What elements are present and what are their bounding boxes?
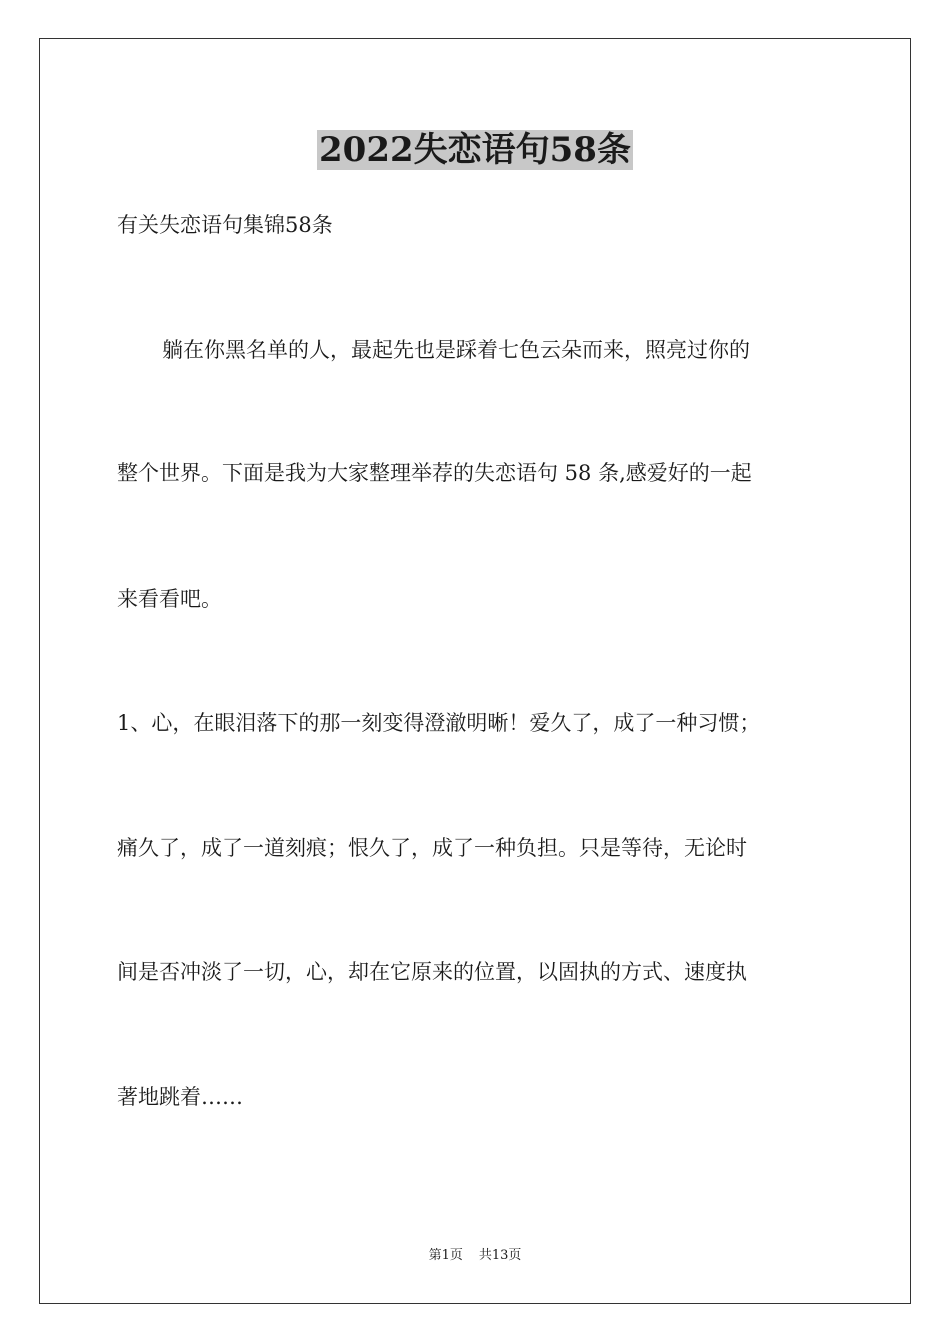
paragraph-line: 1、心，在眼泪落下的那一刻变得澄澈明晰！爱久了，成了一种习惯； bbox=[117, 711, 761, 735]
paragraph-line: 来看看吧。 bbox=[117, 587, 222, 611]
paragraph-line: 整个世界。下面是我为大家整理举荐的失恋语句 58 条,感爱好的一起 bbox=[117, 461, 752, 485]
page-footer bbox=[0, 1247, 950, 1265]
paragraph-line: 痛久了，成了一道刻痕；恨久了，成了一种负担。只是等待，无论时 bbox=[117, 836, 747, 860]
paragraph-line: 著地跳着…… bbox=[117, 1085, 243, 1109]
page-number: 第1页 bbox=[428, 1248, 463, 1263]
document-title-text: 2022失恋语句58条 bbox=[319, 130, 631, 170]
document-title bbox=[0, 128, 950, 172]
paragraph-line: 间是否冲淡了一切，心，却在它原来的位置，以固执的方式、速度执 bbox=[117, 960, 747, 984]
document-subtitle: 有关失恋语句集锦58条 bbox=[117, 213, 333, 237]
paragraph-line: 躺在你黑名单的人，最起先也是踩着七色云朵而来，照亮过你的 bbox=[162, 338, 750, 362]
page-count: 共13页 bbox=[478, 1248, 522, 1263]
